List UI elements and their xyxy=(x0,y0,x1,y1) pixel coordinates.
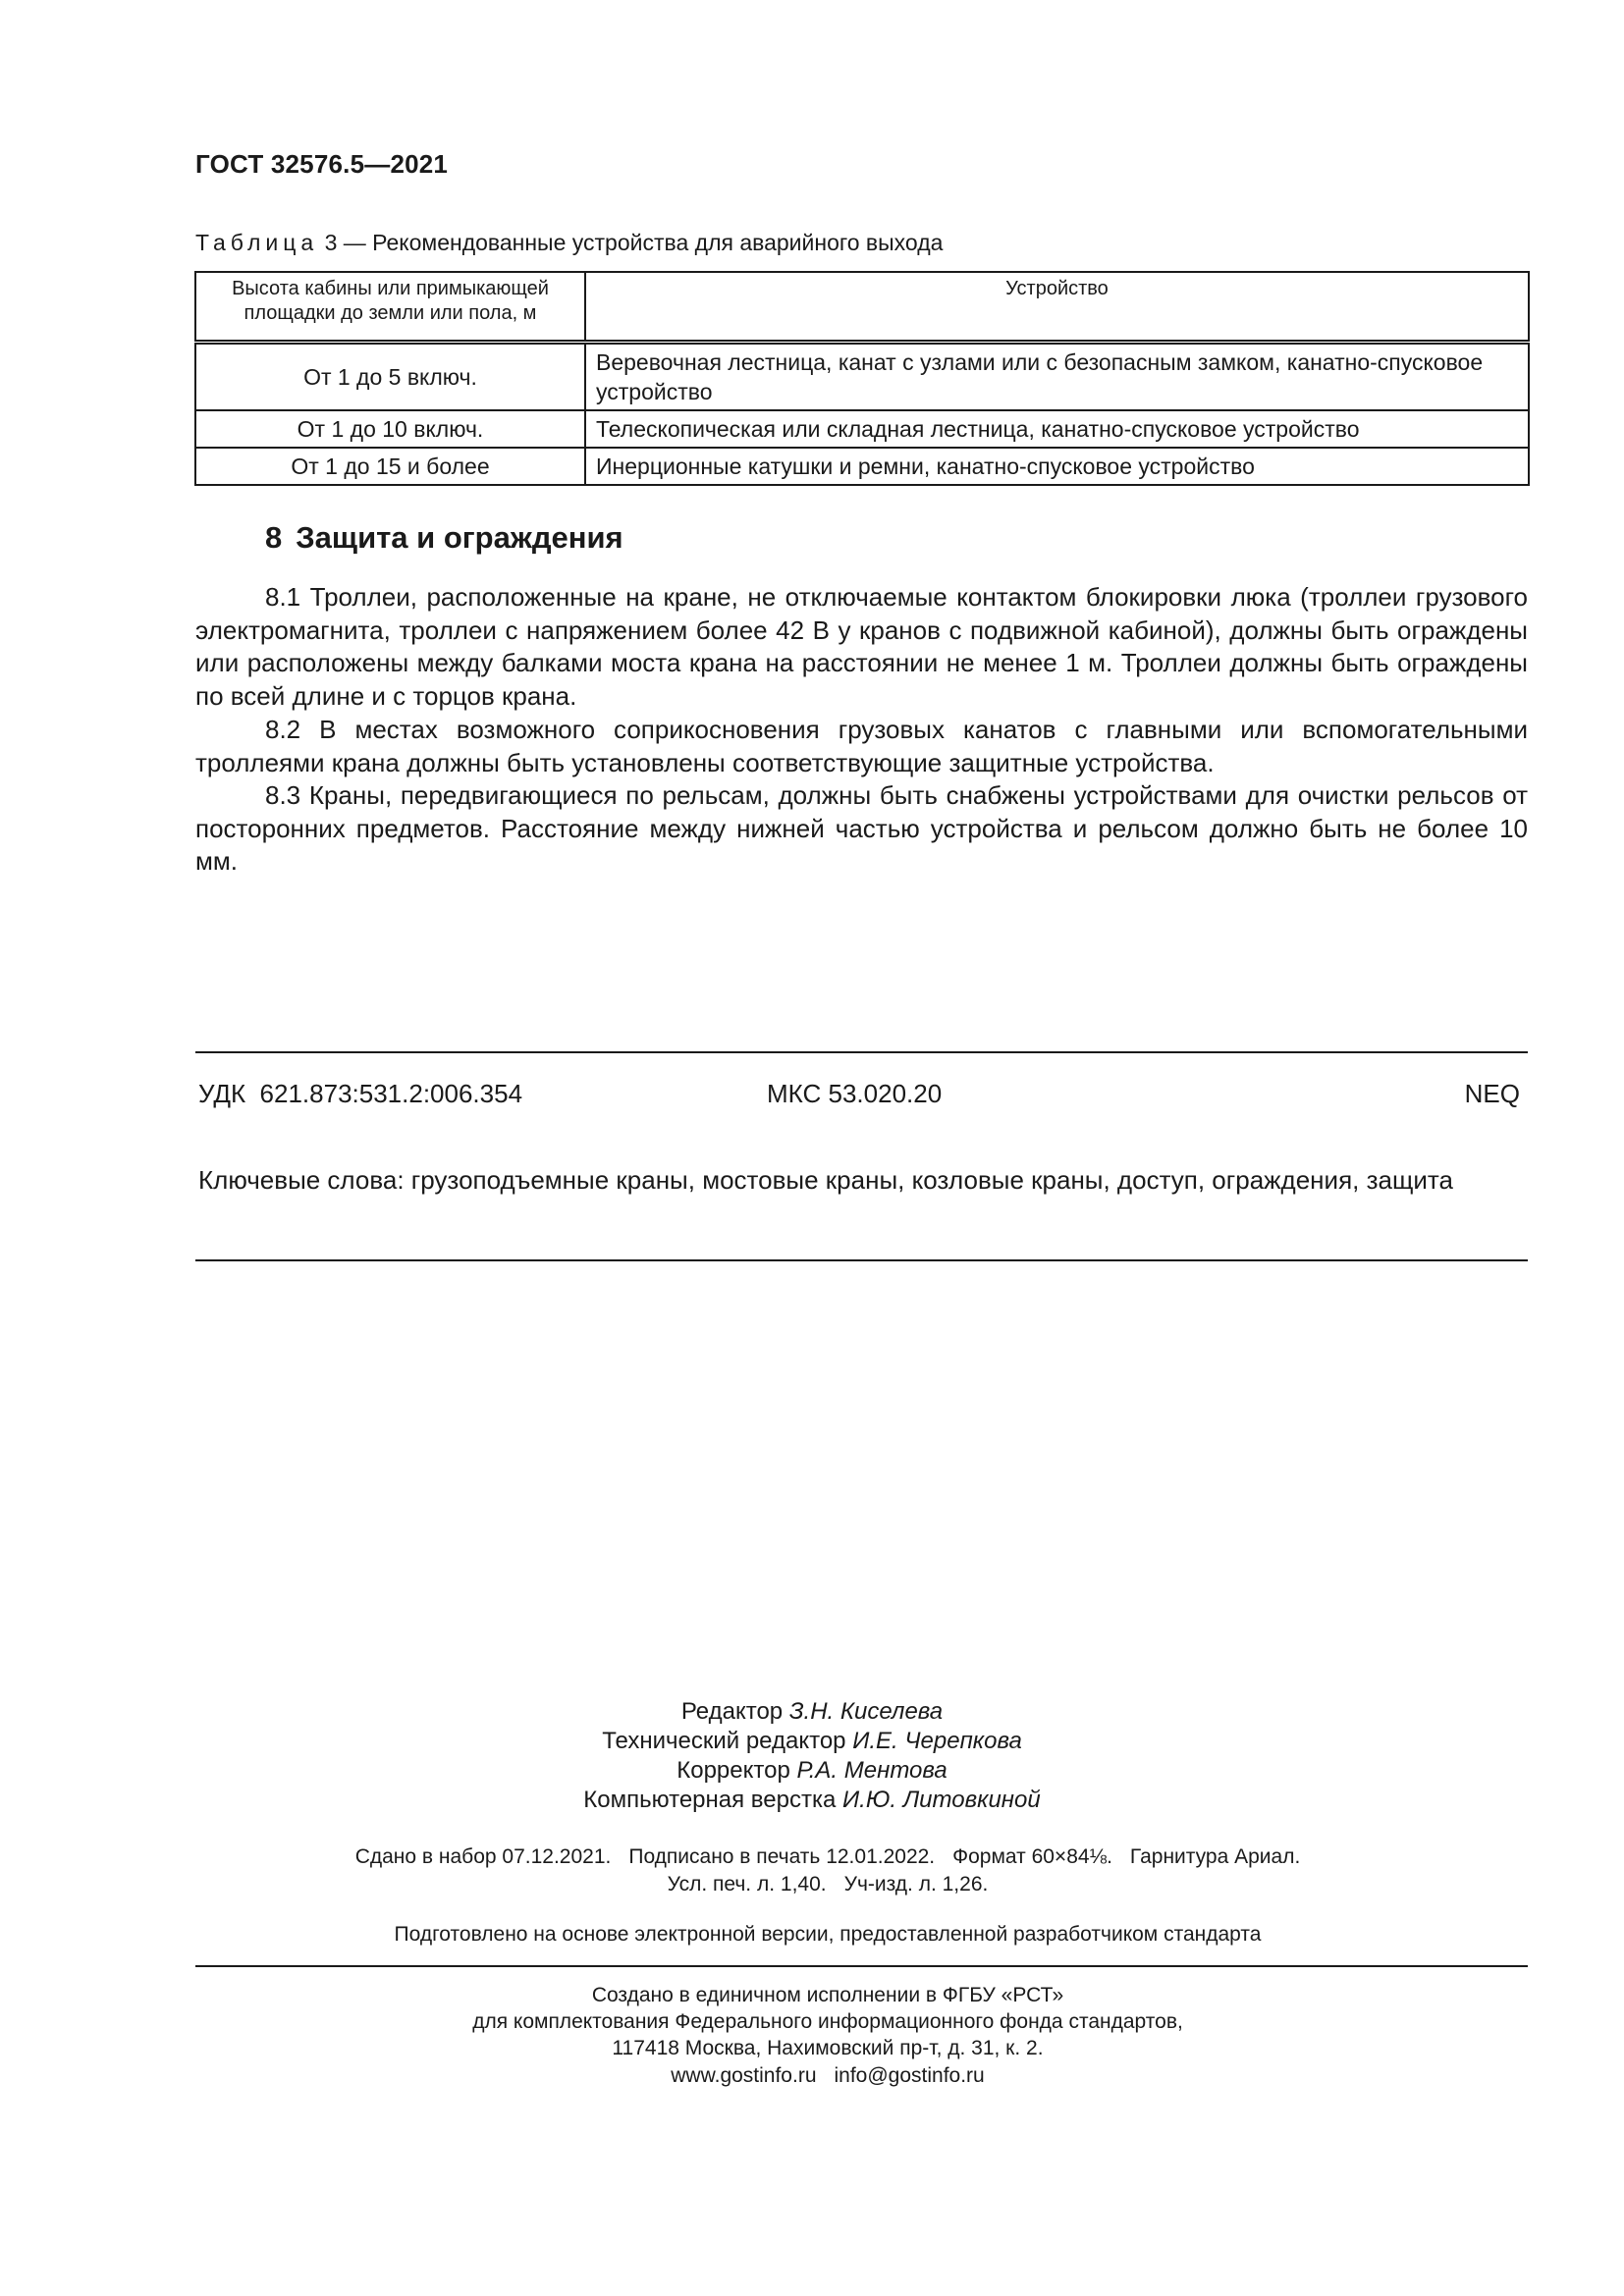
credit-name: И.Е. Черепкова xyxy=(852,1728,1022,1754)
website-link[interactable]: www.gostinfo.ru xyxy=(671,2064,817,2087)
credit-tech-editor xyxy=(0,1727,1624,1756)
paragraph-8-3: 8.3 Краны, передвигающиеся по рельсам, должны быть снабжены устройствами для очистки рельсов от посторонних предметов. Расстояние между нижней частью устройства и рельсом должно быть не более 10 мм. xyxy=(195,780,1528,876)
submitted-date: Сдано в набор 07.12.2021. xyxy=(354,1845,612,1868)
table-row xyxy=(195,448,1529,485)
print-sheets: Усл. печ. л. 1,40. xyxy=(667,1873,827,1896)
table-header-row xyxy=(195,272,1529,343)
height-cell: От 1 до 10 включ. xyxy=(195,410,585,448)
udk-code: УДК 621.873:531.2:006.354 xyxy=(198,1079,523,1108)
divider xyxy=(195,1051,1528,1053)
table-caption xyxy=(195,230,943,256)
document-id: ГОСТ 32576.5—2021 xyxy=(195,149,449,179)
prepared-note: Подготовлено на основе электронной версии, предоставленной разработчиком стандарта xyxy=(394,1923,1262,1946)
col-header-height: Высота кабины или примыкающей площадки до земли или пола, м xyxy=(195,272,585,343)
publishing-sheets xyxy=(16,1870,1624,1898)
section-number: 8 xyxy=(265,520,283,555)
credit-label: Корректор xyxy=(677,1757,797,1784)
mks-code: МКС 53.020.20 xyxy=(767,1079,943,1108)
device-cell: Инерционные катушки и ремни, канатно-спусковое устройство xyxy=(585,448,1529,485)
credit-name: И.Ю. Литовкиной xyxy=(842,1787,1041,1813)
publishing-info xyxy=(16,1842,1624,1871)
credit-corrector xyxy=(0,1756,1624,1786)
col-header-device: Устройство xyxy=(585,272,1529,343)
section-title: Защита и ограждения xyxy=(296,520,623,555)
height-cell: От 1 до 15 и более xyxy=(195,448,585,485)
email-link[interactable]: info@gostinfo.ru xyxy=(834,2064,985,2087)
device-cell: Телескопическая или складная лестница, канатно-спусковое устройство xyxy=(585,410,1529,448)
divider xyxy=(195,1965,1528,1967)
footer-line: Создано в единичном исполнении в ФГБУ «РСТ» xyxy=(591,1984,1064,2006)
footer-address: 117418 Москва, Нахимовский пр-т, д. 31, к. 2. xyxy=(612,2037,1044,2059)
paper-format: Формат 60×84⅛. xyxy=(952,1845,1112,1868)
keywords: Ключевые слова: грузоподъемные краны, мостовые краны, козловые краны, доступ, ограждения, защита xyxy=(198,1165,1453,1195)
credit-label: Редактор xyxy=(680,1698,789,1725)
table-caption-word: Таблица xyxy=(195,230,319,255)
height-cell: От 1 до 5 включ. xyxy=(195,343,585,411)
credit-label: Компьютерная верстка xyxy=(583,1787,842,1813)
credit-name: Р.А. Ментова xyxy=(796,1757,947,1784)
table-row xyxy=(195,410,1529,448)
credit-label: Технический редактор xyxy=(602,1728,853,1754)
paragraph-8-2: 8.2 В местах возможного соприкосновения грузовых канатов с главными или вспомогательными троллеями крана должны быть установлены соответствующие защитные устройства. xyxy=(195,715,1528,777)
footer-contacts xyxy=(16,2061,1624,2090)
neq-label: NEQ xyxy=(1464,1079,1520,1108)
section-heading xyxy=(265,520,623,556)
divider xyxy=(195,1259,1528,1261)
credit-layout xyxy=(0,1786,1624,1815)
device-cell: Веревочная лестница, канат с узлами или с безопасным замком, канатно-спусковое устройство xyxy=(585,343,1529,411)
edition-sheets: Уч-изд. л. 1,26. xyxy=(843,1873,989,1896)
footer-line: для комплектования Федерального информационного фонда стандартов, xyxy=(472,2010,1183,2033)
credit-name: З.Н. Киселева xyxy=(788,1698,944,1725)
paragraph-8-1: 8.1 Троллеи, расположенные на кране, не отключаемые контактом блокировки люка (троллеи грузового электромагнита, троллеи с напряжением более 42 В у кранов с подвижной кабиной), должны быть ограждены или расположены между балками моста крана на расстоянии не менее 1 м. Троллеи должны быть ограждены по всей длине и с торцов крана. xyxy=(195,582,1528,711)
typeface: Гарнитура Ариал. xyxy=(1129,1845,1301,1868)
table-row xyxy=(195,343,1529,411)
signed-date: Подписано в печать 12.01.2022. xyxy=(628,1845,936,1868)
credit-editor xyxy=(0,1697,1624,1727)
emergency-exit-devices-table xyxy=(194,271,1530,486)
table-caption-text: 3 — Рекомендованные устройства для аварийного выхода xyxy=(318,230,944,255)
